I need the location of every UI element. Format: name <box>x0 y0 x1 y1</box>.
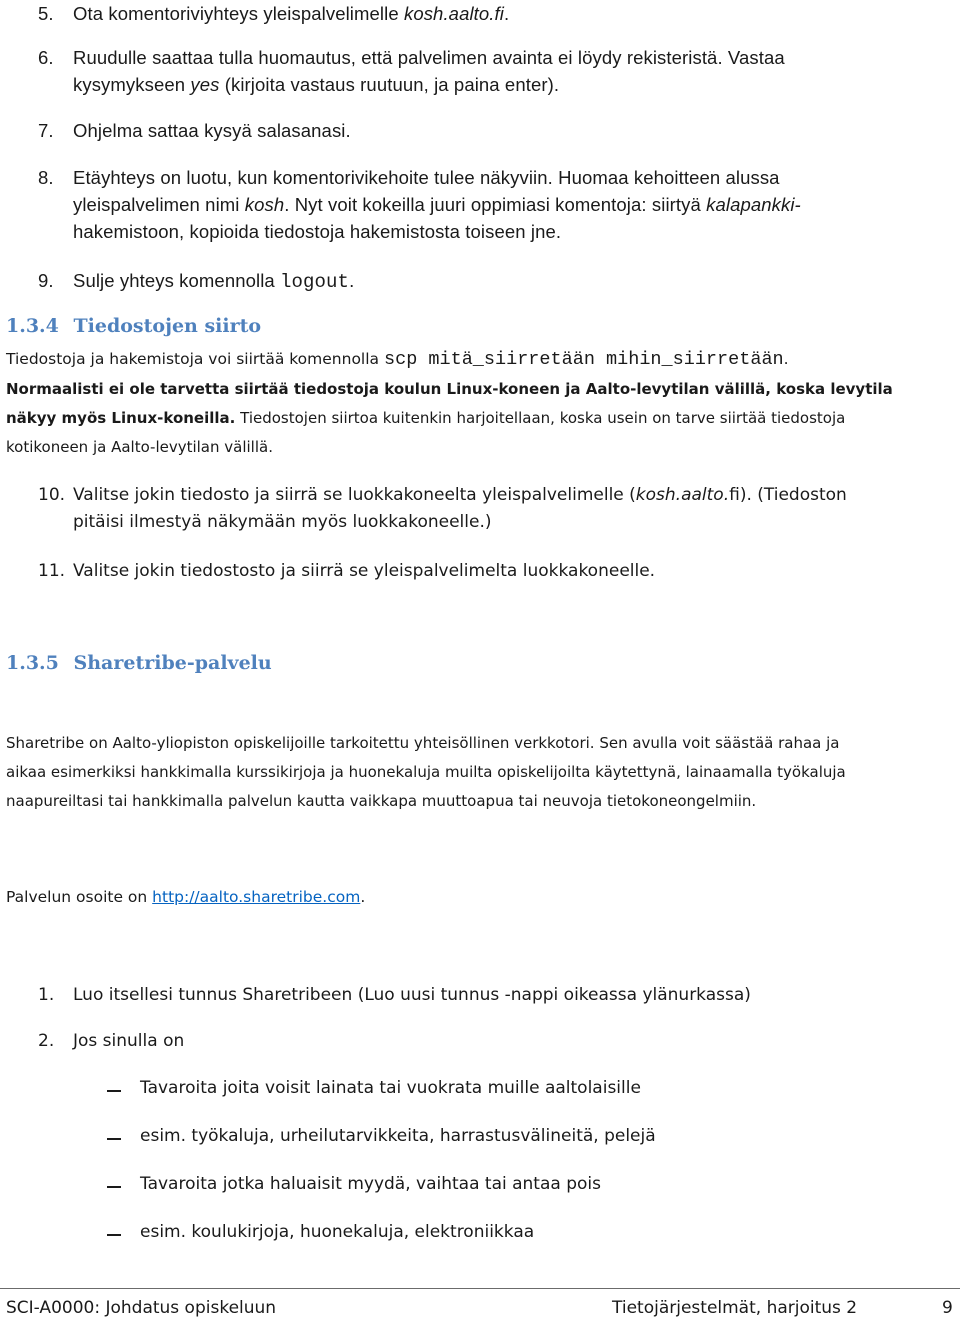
paragraph: naapureiltasi tai hankkimalla palvelun kautta vaikkapa muuttoapua tai neuvoja tietokoneongelmiin. <box>6 792 757 810</box>
service-address: Palvelun osoite on http://aalto.sharetribe.com. <box>6 888 366 906</box>
list-item-text: Jos sinulla on <box>73 1031 185 1051</box>
list-item: 5. Ota komentoriviyhteys yleispalvelimelle kosh.aalto.fi. <box>38 3 510 24</box>
list-item-text: hakemistoon, kopioida tiedostoja hakemistosta toiseen jne. <box>73 221 562 242</box>
bullet-item: esim. koulukirjoja, huonekaluja, elektroniikkaa <box>140 1222 535 1242</box>
code-logout: logout <box>280 271 350 293</box>
sharetribe-link[interactable]: http://aalto.sharetribe.com <box>152 888 361 906</box>
section-title: Sharetribe-palvelu <box>73 652 272 674</box>
list-item: 2. <box>38 1031 55 1051</box>
dash-bullet-icon <box>107 1234 121 1236</box>
list-item-text: kysymykseen yes (kirjoita vastaus ruutuun, ja paina enter). <box>73 74 560 95</box>
section-number: 1.3.5 <box>6 652 59 674</box>
bullet-item: Tavaroita jotka haluaisit myydä, vaihtaa tai antaa pois <box>140 1174 601 1194</box>
footer-page-number: 9 <box>942 1298 953 1318</box>
list-item: 8. <box>38 167 54 188</box>
dash-bullet-icon <box>107 1090 121 1092</box>
footer-assignment: Tietojärjestelmät, harjoitus 2 <box>612 1298 858 1318</box>
section-number: 1.3.4 <box>6 315 59 337</box>
bold-note: Normaalisti ei ole tarvetta siirtää tiedostoja koulun Linux-koneen ja Aalto-levytilan välillä, koska levytila <box>6 380 893 398</box>
list-item-text: Ohjelma sattaa kysyä salasanasi. <box>73 120 351 141</box>
list-item-text: yleispalvelimen nimi kosh. Nyt voit kokeilla juuri oppimiasi komentoja: siirtyä kalapankki- <box>73 194 801 215</box>
list-item: 6. <box>38 47 54 68</box>
paragraph: Tiedostoja ja hakemistoja voi siirtää komennolla scp mitä_siirretään mihin_siirretään. <box>6 349 789 370</box>
list-item: 10. <box>38 485 66 505</box>
bullet-item: Tavaroita joita voisit lainata tai vuokrata muille aaltolaisille <box>140 1078 641 1098</box>
list-item: 1. <box>38 985 55 1005</box>
dash-bullet-icon <box>107 1186 121 1188</box>
list-item: 9. <box>38 270 54 291</box>
list-item-text: pitäisi ilmestyä näkymään myös luokkakoneelle.) <box>73 512 492 532</box>
footer-divider <box>0 1288 960 1289</box>
list-item-text: Luo itsellesi tunnus Sharetribeen (Luo uusi tunnus -nappi oikeassa ylänurkassa) <box>73 985 751 1005</box>
section-heading <box>6 652 272 674</box>
list-item: 11. <box>38 561 66 581</box>
list-item-text: Valitse jokin tiedostosto ja siirrä se yleispalvelimelta luokkakoneelle. <box>73 561 656 581</box>
bullet-item: esim. työkaluja, urheilutarvikkeita, harrastusvälineitä, pelejä <box>140 1126 656 1146</box>
paragraph: Sharetribe on Aalto-yliopiston opiskelijoille tarkoitettu yhteisöllinen verkkotori. Sen avulla voit säästää rahaa ja <box>6 734 840 752</box>
footer-course: SCI-A0000: Johdatus opiskeluun <box>6 1298 277 1318</box>
list-item-text: Etäyhteys on luotu, kun komentorivikehoite tulee näkyviin. Huomaa kehoitteen alussa <box>73 167 780 188</box>
paragraph: kotikoneen ja Aalto-levytilan välillä. <box>6 438 273 456</box>
code-scp: scp mitä_siirretään mihin_siirretään <box>383 349 784 370</box>
list-item-text: Sulje yhteys komennolla logout. <box>73 270 355 293</box>
section-title: Tiedostojen siirto <box>73 315 262 337</box>
paragraph: näkyy myös Linux-koneilla. Tiedostojen siirtoa kuitenkin harjoitellaan, koska usein on tarve siirtää tiedostoja <box>6 409 846 427</box>
section-heading <box>6 315 261 337</box>
list-item: 7. <box>38 120 54 141</box>
list-item-text: Valitse jokin tiedosto ja siirrä se luokkakoneelta yleispalvelimelle (kosh.aalto.fi). (Tiedoston <box>73 485 847 505</box>
dash-bullet-icon <box>107 1138 121 1140</box>
paragraph: aikaa esimerkiksi hankkimalla kurssikirjoja ja huonekaluja muilta opiskelijoilta käytettynä, lainaamalla työkaluja <box>6 763 846 781</box>
list-item-text: Ruudulle saattaa tulla huomautus, että palvelimen avainta ei löydy rekisteristä. Vastaa <box>73 47 785 68</box>
